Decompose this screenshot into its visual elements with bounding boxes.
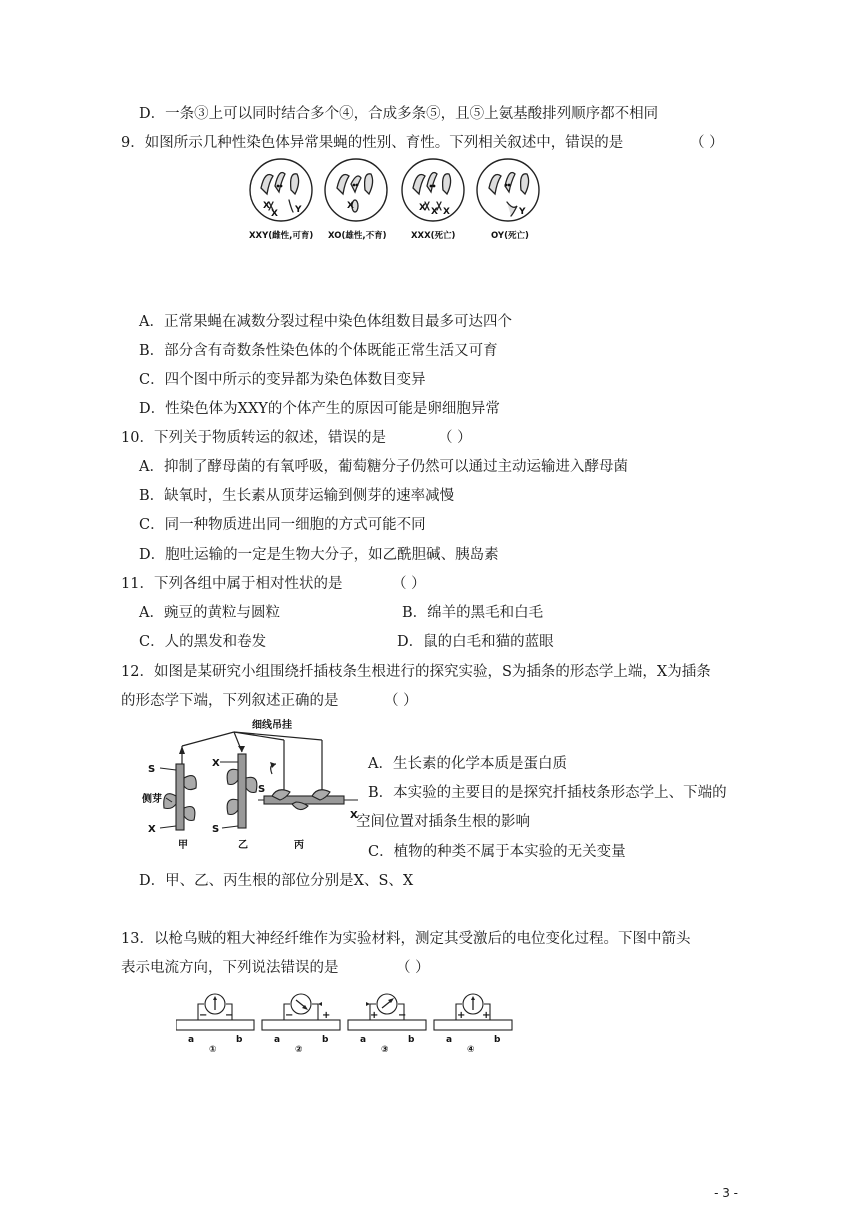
q11-option-a: A．豌豆的黄粒与圆粒 (139, 605, 280, 621)
label-x: X (148, 824, 156, 835)
caption-xo: XO(雄性,不育) (328, 231, 387, 241)
label-a: a (446, 1035, 453, 1045)
label-b: b (494, 1035, 501, 1045)
label-plus: + (482, 1010, 491, 1021)
q9-option-d: D．性染色体为XXY的个体产生的原因可能是卵细胞异常 (139, 401, 500, 417)
page-number: - 3 - (714, 1186, 738, 1200)
q11-option-d: D．鼠的白毛和猫的蓝眼 (397, 634, 554, 650)
q10-option-d: D．胞吐运输的一定是生物大分子，如乙酰胆碱、胰岛素 (139, 547, 499, 563)
label-x: X (419, 203, 426, 213)
caption-xxx: XXX(死亡) (411, 231, 456, 241)
q12-option-c: C．植物的种类不属于本实验的无关变量 (368, 844, 626, 860)
q12-option-d: D．甲、乙、丙生根的部位分别是X、S、X (139, 873, 414, 889)
q12-cutting-figure (142, 716, 364, 854)
label-s: S (212, 824, 220, 835)
label-jia: 甲 (178, 840, 188, 851)
q10-stem: 10．下列关于物质转运的叙述，错误的是 (121, 430, 386, 446)
label-minus: − (225, 1010, 234, 1021)
label-side-bud: 侧芽 (142, 794, 162, 805)
label-x: X (263, 201, 270, 211)
label-number-4: ④ (467, 1045, 475, 1054)
label-x: X (350, 810, 358, 821)
label-x: X (271, 209, 278, 219)
label-y: Y (295, 205, 302, 215)
label-a: a (360, 1035, 367, 1045)
q10-option-c: C．同一种物质进出同一细胞的方式可能不同 (139, 517, 426, 533)
caption-xxy: XXY(雌性,可育) (249, 231, 314, 241)
q13-stem-line2: 表示电流方向，下列说法错误的是 (121, 960, 339, 976)
label-a: a (188, 1035, 195, 1045)
label-s: S (148, 764, 156, 775)
label-b: b (236, 1035, 243, 1045)
label-x: X (212, 758, 220, 769)
q10-option-b: B．缺氧时，生长素从顶芽运输到侧芽的速率减慢 (139, 488, 455, 504)
label-s: S (258, 784, 266, 795)
label-plus: + (457, 1010, 466, 1021)
q13-answer-paren: （ ） (396, 960, 430, 976)
q13-galvanometer-figure (176, 990, 516, 1054)
label-x: X (443, 207, 450, 217)
q11-option-c: C．人的黑发和卷发 (139, 634, 267, 650)
q12-stem-line2: 的形态学下端，下列叙述正确的是 (121, 693, 339, 709)
q9-option-c: C．四个图中所示的变异都为染色体数目变异 (139, 372, 426, 388)
q11-option-b: B．绵羊的黑毛和白毛 (402, 605, 544, 621)
q8-option-d: D．一条③上可以同时结合多个④，合成多条⑤，且⑤上氨基酸排列顺序都不相同 (139, 106, 659, 122)
label-y: Y (519, 207, 526, 217)
q12-option-b-line1: B．本实验的主要目的是探究扦插枝条形态学上、下端的 (368, 785, 727, 801)
label-plus: + (370, 1010, 379, 1021)
q9-option-a: A．正常果蝇在减数分裂过程中染色体组数目最多可达四个 (139, 314, 512, 330)
q12-option-a: A．生长素的化学本质是蛋白质 (368, 756, 567, 772)
label-minus: − (398, 1010, 407, 1021)
q12-option-b-line2: 空间位置对插条生根的影响 (356, 814, 530, 830)
caption-oy: OY(死亡) (491, 231, 529, 241)
label-number-3: ③ (381, 1045, 389, 1054)
label-bing: 丙 (294, 840, 304, 851)
label-plus: + (322, 1010, 331, 1021)
q11-answer-paren: （ ） (392, 576, 426, 592)
q9-answer-paren: （ ） (690, 135, 724, 151)
q12-answer-paren: （ ） (384, 693, 418, 709)
label-a: a (274, 1035, 281, 1045)
label-number-1: ① (209, 1045, 217, 1054)
label-thread-hanging: 细线吊挂 (252, 720, 292, 731)
label-x: X (431, 207, 438, 217)
q10-option-a: A．抑制了酵母菌的有氧呼吸，葡萄糖分子仍然可以通过主动运输进入酵母菌 (139, 459, 628, 475)
label-b: b (408, 1035, 415, 1045)
label-x: X (347, 201, 354, 211)
q12-stem-line1: 12．如图是某研究小组围绕扦插枝条生根进行的探究实验，S为插条的形态学上端，X为插条 (121, 664, 711, 680)
label-yi: 乙 (238, 840, 248, 851)
q11-stem: 11．下列各组中属于相对性状的是 (121, 576, 343, 592)
q9-stem: 9．如图所示几种性染色体异常果蝇的性别、育性。下列相关叙述中，错误的是 (121, 135, 624, 151)
label-b: b (322, 1035, 329, 1045)
q10-answer-paren: （ ） (438, 430, 472, 446)
q9-chromosome-figure (245, 158, 545, 248)
label-minus: − (199, 1010, 208, 1021)
q9-option-b: B．部分含有奇数条性染色体的个体既能正常生活又可育 (139, 343, 498, 359)
label-minus: − (285, 1010, 294, 1021)
label-number-2: ② (295, 1045, 303, 1054)
q13-stem-line1: 13．以枪乌贼的粗大神经纤维作为实验材料，测定其受激后的电位变化过程。下图中箭头 (121, 931, 691, 947)
